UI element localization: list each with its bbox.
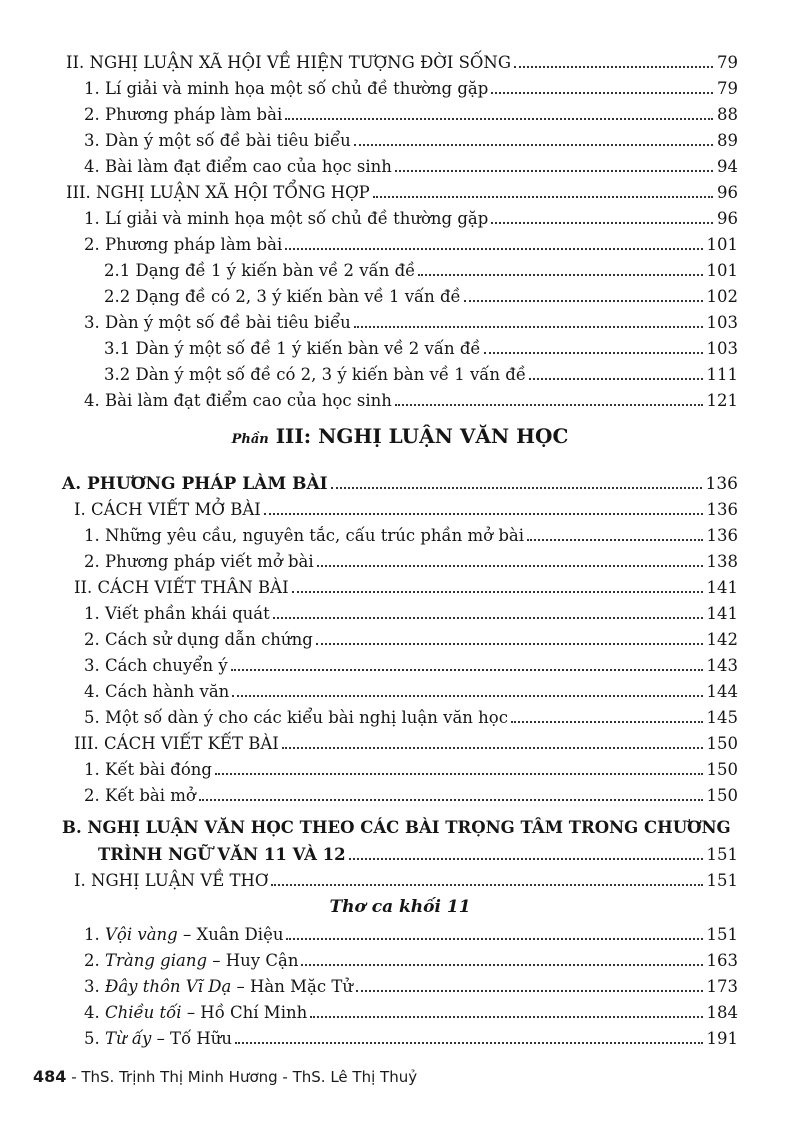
toc-entry: II. CÁCH VIẾT THÂN BÀI 141: [74, 578, 738, 597]
poem-entry: 3. Đây thôn Vĩ Dạ – Hàn Mặc Tử 173: [84, 977, 738, 996]
toc-entry: 1. Viết phần khái quát 141: [84, 604, 738, 623]
section-b-heading-line2: TRÌNH NGỮ VĂN 11 VÀ 12 151: [98, 845, 738, 864]
toc-entry: 3.2 Dàn ý một số đề có 2, 3 ý kiến bàn về 1 vấn đề 111: [104, 365, 738, 384]
poem-entry: 2. Tràng giang – Huy Cận 163: [84, 951, 738, 970]
section-a-heading: A. PHƯƠNG PHÁP LÀM BÀI 136: [62, 474, 738, 494]
toc-entry: 1. Những yêu cầu, nguyên tắc, cấu trúc phần mở bài 136: [84, 526, 738, 545]
toc-entry: 2. Cách sử dụng dẫn chứng 142: [84, 630, 738, 649]
toc-entry: 3. Dàn ý một số đề bài tiêu biểu 89: [84, 131, 738, 150]
toc-entry: 3. Dàn ý một số đề bài tiêu biểu 103: [84, 313, 738, 332]
toc-entry: 1. Kết bài đóng 150: [84, 760, 738, 779]
toc-entry: 2.1 Dạng đề 1 ý kiến bàn về 2 vấn đề 101: [104, 261, 738, 280]
part-heading: [0, 424, 800, 448]
toc-entry: 2.2 Dạng đề có 2, 3 ý kiến bàn về 1 vấn đề 102: [104, 287, 738, 306]
toc-entry: 3. Cách chuyển ý 143: [84, 656, 738, 675]
poem-entry: 1. Vội vàng – Xuân Diệu 151: [84, 925, 738, 944]
part-title: III: NGHỊ LUẬN VĂN HỌC: [275, 424, 569, 448]
toc-entry: I. CÁCH VIẾT MỞ BÀI 136: [74, 500, 738, 519]
toc-entry: 1. Lí giải và minh họa một số chủ đề thường gặp 79: [84, 79, 738, 98]
toc-entry: III. NGHỊ LUẬN XÃ HỘI TỔNG HỢP 96: [66, 183, 738, 202]
poem-title: Đây thôn Vĩ Dạ: [105, 977, 232, 996]
page-number: 484: [33, 1067, 67, 1086]
toc-entry: 1. Lí giải và minh họa một số chủ đề thường gặp 96: [84, 209, 738, 228]
toc-entry: 2. Phương pháp viết mở bài 138: [84, 552, 738, 571]
poem-title: Chiều tối: [105, 1003, 182, 1022]
footer-authors: - ThS. Trịnh Thị Minh Hương - ThS. Lê Thị Thuỷ: [71, 1068, 418, 1086]
page-footer: [33, 1067, 417, 1086]
subheading: Thơ ca khối 11: [329, 897, 471, 917]
toc-entry: 4. Bài làm đạt điểm cao của học sinh 94: [84, 157, 738, 176]
poem-title: Tràng giang: [105, 951, 208, 970]
toc-entry: I. NGHỊ LUẬN VỀ THƠ 151: [74, 871, 738, 890]
poem-entry: 4. Chiều tối – Hồ Chí Minh 184: [84, 1003, 738, 1022]
toc-entry: 4. Bài làm đạt điểm cao của học sinh 121: [84, 391, 738, 410]
toc-entry: 3.1 Dàn ý một số đề 1 ý kiến bàn về 2 vấn đề 103: [104, 339, 738, 358]
toc-entry: III. CÁCH VIẾT KẾT BÀI 150: [74, 734, 738, 753]
toc-entry: 5. Một số dàn ý cho các kiểu bài nghị luận văn học 145: [84, 708, 738, 727]
poem-title: Từ ấy: [105, 1029, 152, 1048]
toc-entry: 2. Phương pháp làm bài 88: [84, 105, 738, 124]
part-prefix: Phần: [231, 432, 269, 447]
poem-title: Vội vàng: [105, 925, 178, 944]
poem-entry: 5. Từ ấy – Tố Hữu 191: [84, 1029, 738, 1048]
toc-entry: 4. Cách hành văn 144: [84, 682, 738, 701]
toc-entry: II. NGHỊ LUẬN XÃ HỘI VỀ HIỆN TƯỢNG ĐỜI SỐNG 79: [66, 53, 738, 72]
toc-entry: 2. Kết bài mở 150: [84, 786, 738, 805]
toc-entry: 2. Phương pháp làm bài 101: [84, 235, 738, 254]
section-b-heading-line1: B. NGHỊ LUẬN VĂN HỌC THEO CÁC BÀI TRỌNG TÂM TRONG CHƯƠNG: [62, 818, 731, 837]
